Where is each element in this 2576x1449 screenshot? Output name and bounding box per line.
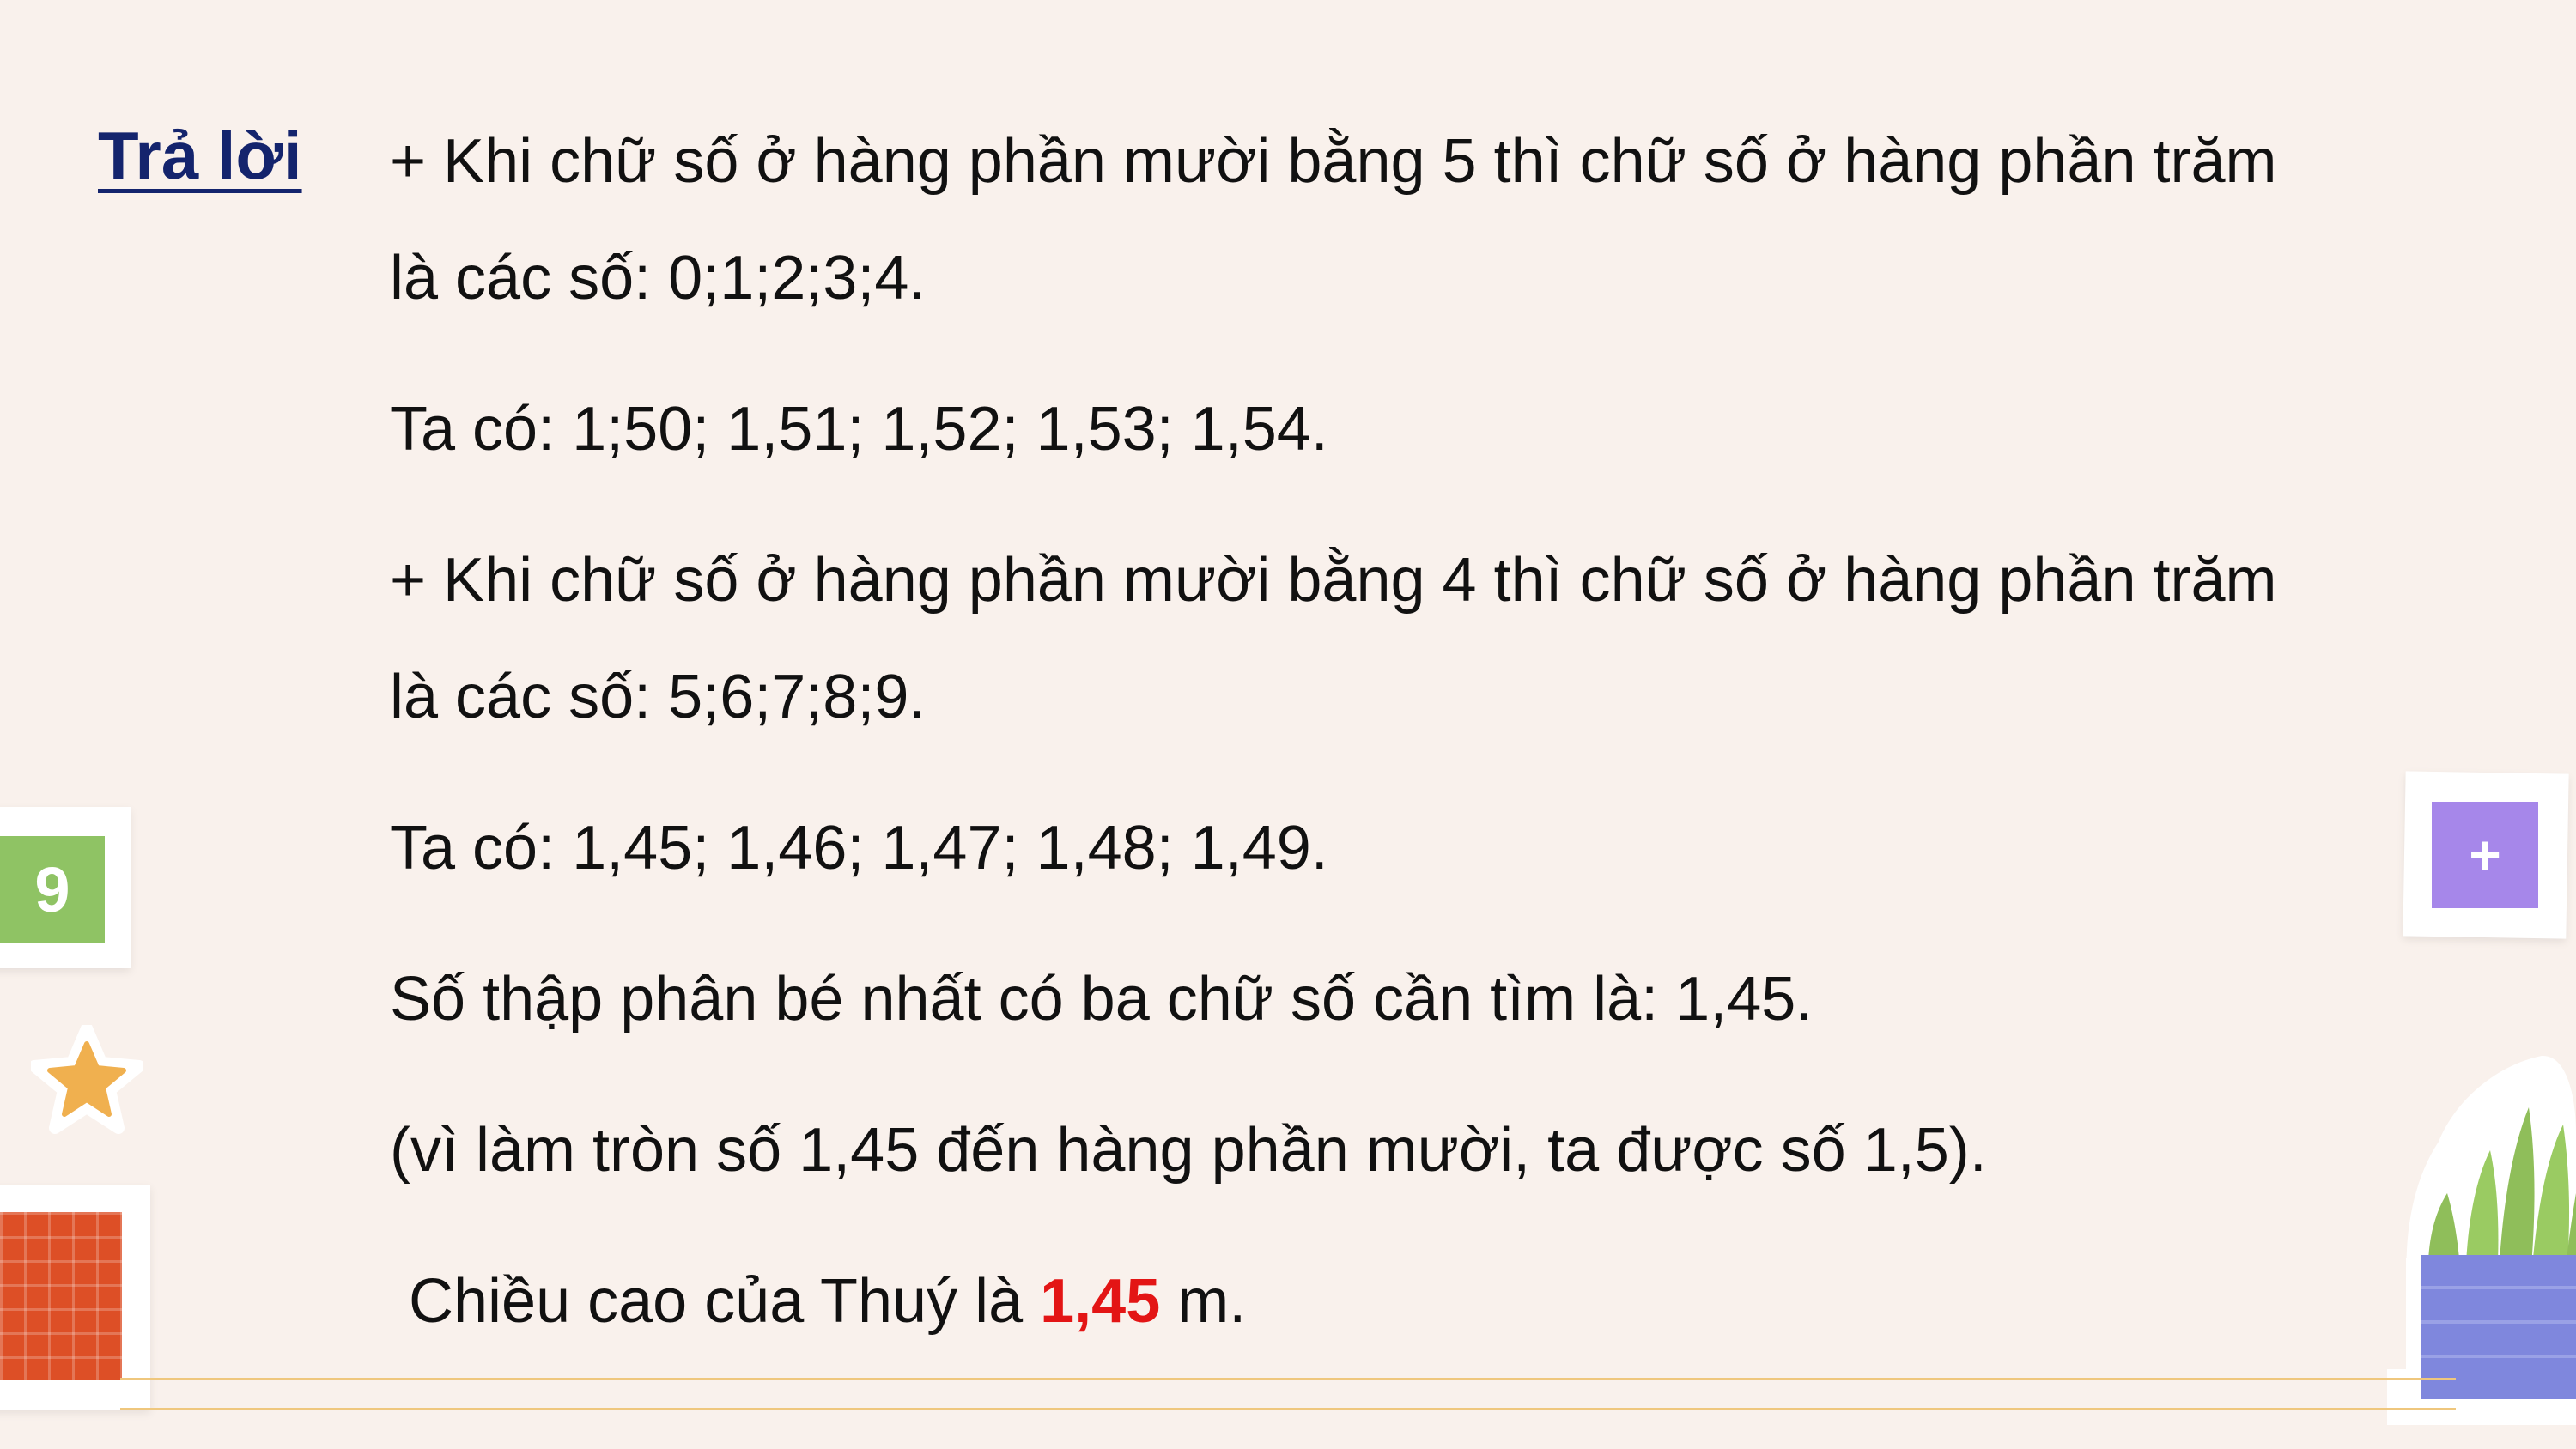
- star-icon: [31, 1025, 143, 1137]
- bottom-divider-top: [120, 1378, 2456, 1380]
- answer-line-7: Số thập phân bé nhất có ba chữ số cần tìm là: 1,45.: [390, 965, 1814, 1034]
- answer-line-8: (vì làm tròn số 1,45 đến hàng phần mười, ta được số 1,5).: [390, 1116, 1987, 1185]
- grid-card-icon: [0, 1212, 122, 1380]
- answer-line-6: Ta có: 1,45; 1,46; 1,47; 1,48; 1,49.: [390, 814, 1328, 882]
- conclusion-suffix: m.: [1160, 1267, 1247, 1336]
- bottom-divider-bottom: [120, 1408, 2456, 1410]
- answer-line-4: + Khi chữ số ở hàng phần mười bằng 4 thì chữ số ở hàng phần trăm: [390, 546, 2277, 615]
- answer-heading: Trả lời: [98, 118, 302, 193]
- number-badge: 9: [0, 836, 105, 943]
- plant-icon: [2387, 996, 2576, 1425]
- answer-line-5: là các số: 5;6;7;8;9.: [390, 663, 927, 731]
- answer-line-3: Ta có: 1;50; 1,51; 1,52; 1,53; 1,54.: [390, 395, 1328, 464]
- answer-line-2: là các số: 0;1;2;3;4.: [390, 244, 927, 312]
- conclusion-value: 1,45: [1040, 1267, 1161, 1336]
- conclusion-prefix: Chiều cao của Thuý là: [409, 1267, 1041, 1336]
- conclusion-line: [409, 1267, 1247, 1336]
- plus-icon: +: [2432, 802, 2538, 908]
- answer-line-1: + Khi chữ số ở hàng phần mười bằng 5 thì chữ số ở hàng phần trăm: [390, 127, 2277, 196]
